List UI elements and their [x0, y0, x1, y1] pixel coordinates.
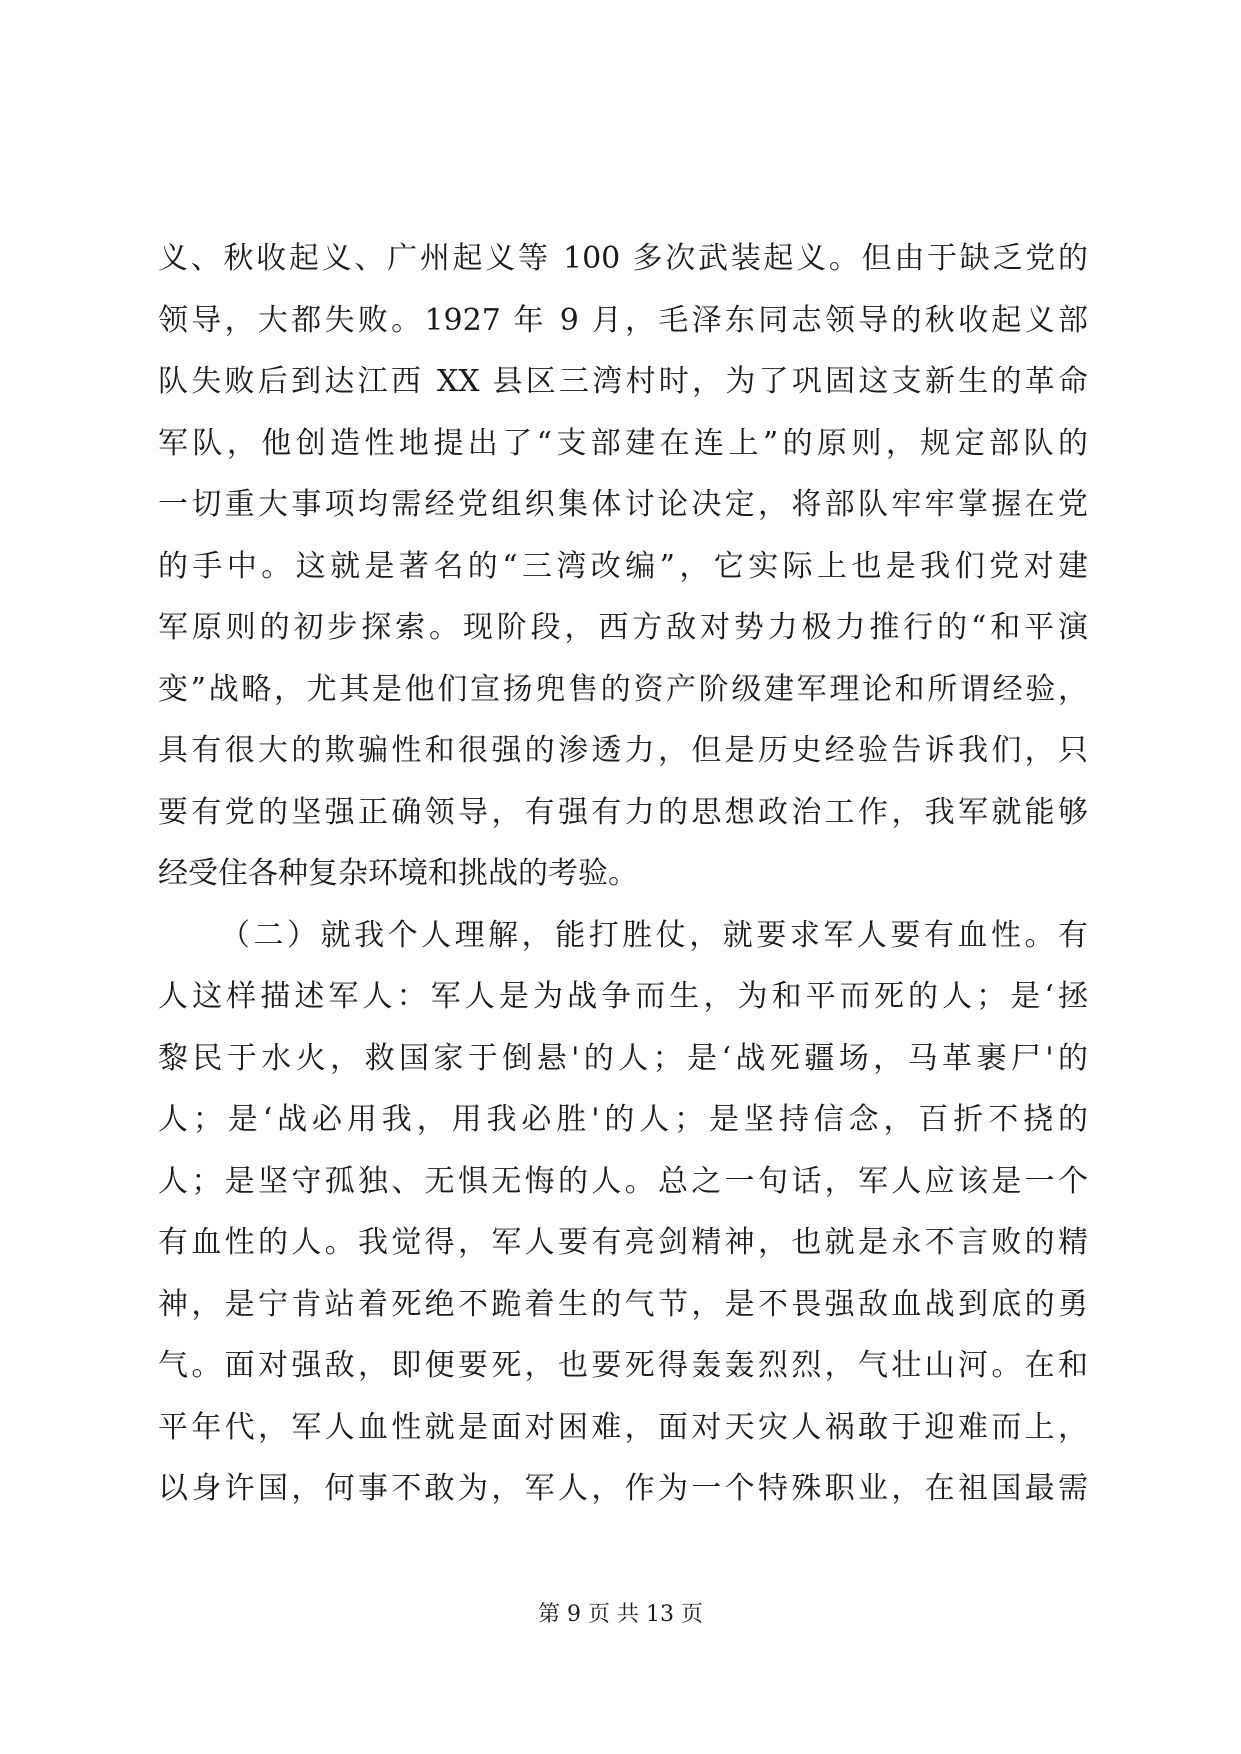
text-line: 的手中。这就是著名的“三湾改编”，它实际上也是我们党对建 — [158, 548, 1088, 584]
text-line: 具有很大的欺骗性和很强的渗透力，但是历史经验告诉我们，只 — [158, 733, 1088, 768]
body-text — [158, 228, 1088, 1520]
text-line: 神，是宁肯站着死绝不跪着生的气节，是不畏强敌血战到底的勇 — [158, 1286, 1088, 1322]
text-line: 人；是坚守孤独、无惧无悔的人。总之一句话，军人应该是一个 — [158, 1163, 1088, 1199]
text-line: 变”战略，尤其是他们宣扬兜售的资产阶级建军理论和所谓经验， — [158, 671, 1088, 707]
text-line: 人；是‘战必用我，用我必胜'的人；是坚持信念，百折不挠的 — [158, 1102, 1088, 1137]
text-line: 军队，他创造性地提出了“支部建在连上”的原则，规定部队的 — [158, 425, 1088, 461]
text-line: 领导，大都失败。1927 年 9 月，毛泽东同志领导的秋收起义部 — [158, 302, 1088, 338]
paragraph-2 — [158, 905, 1088, 1520]
text-line: 军原则的初步探索。现阶段，西方敌对势力极力推行的“和平演 — [158, 610, 1088, 645]
paragraph-1 — [158, 228, 1088, 905]
page-number: 第 9 页 共 13 页 — [538, 1602, 703, 1627]
text-line: 黎民于水火，救国家于倒悬'的人；是‘战死疆场，马革裹尸'的 — [158, 1040, 1088, 1076]
page-footer — [0, 1597, 1241, 1628]
text-line: 气。面对强敌，即便要死，也要死得轰轰烈烈，气壮山河。在和 — [158, 1348, 1088, 1383]
text-line: 队失败后到达江西 XX 县区三湾村时，为了巩固这支新生的革命 — [158, 364, 1088, 399]
text-line: 一切重大事项均需经党组织集体讨论决定，将部队牢牢掌握在党 — [158, 487, 1088, 522]
text-line: （二）就我个人理解，能打胜仗，就要求军人要有血性。有 — [220, 917, 1088, 953]
text-line: 平年代，军人血性就是面对困难，面对天灾人祸敢于迎难而上， — [158, 1409, 1088, 1445]
text-line: 义、秋收起义、广州起义等 100 多次武装起义。但由于缺乏党的 — [158, 241, 1088, 276]
text-line: 要有党的坚强正确领导，有强有力的思想政治工作，我军就能够 — [158, 794, 1088, 830]
text-line: 经受住各种复杂环境和挑战的考验。 — [158, 856, 638, 891]
text-line: 以身许国，何事不敢为，军人，作为一个特殊职业，在祖国最需 — [158, 1471, 1088, 1506]
text-line: 人这样描述军人：军人是为战争而生，为和平而死的人；是‘拯 — [158, 979, 1088, 1014]
text-line: 有血性的人。我觉得，军人要有亮剑精神，也就是永不言败的精 — [158, 1225, 1088, 1260]
